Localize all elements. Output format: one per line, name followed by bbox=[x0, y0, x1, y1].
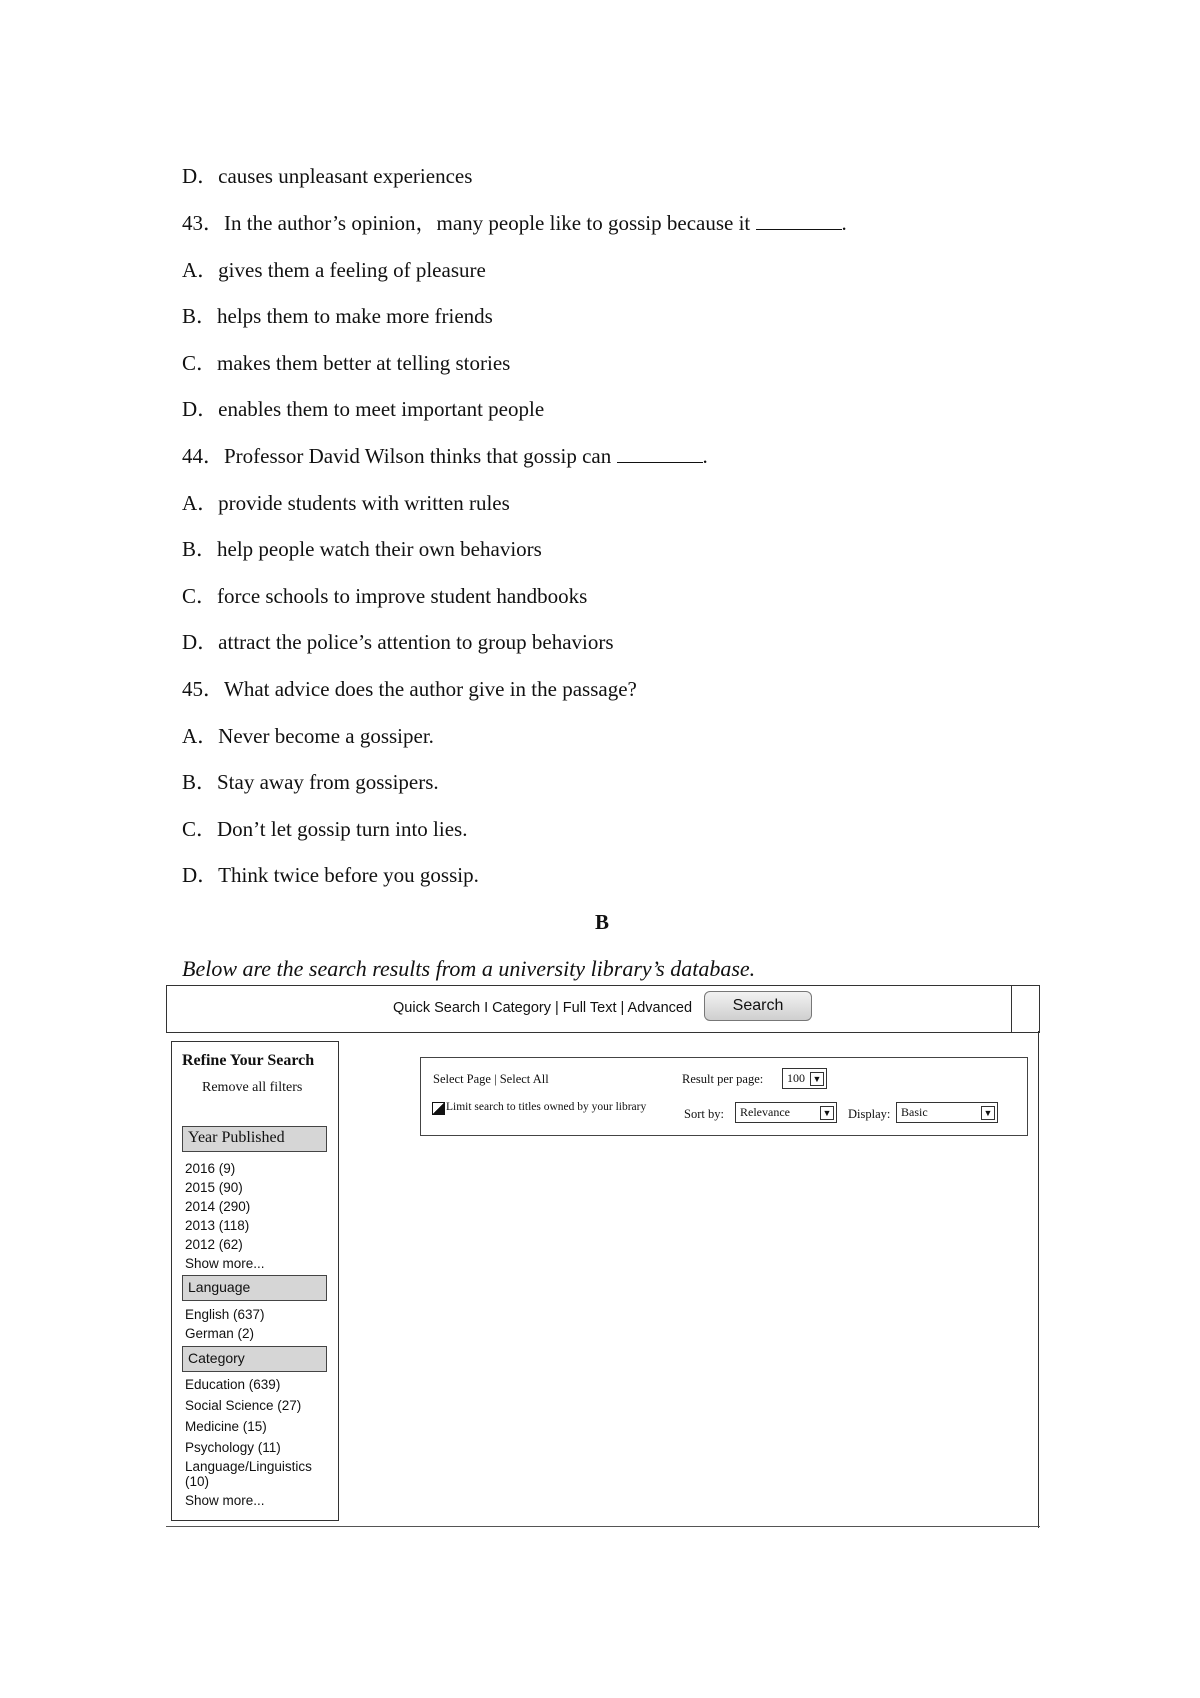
result-per-page-value: 100 bbox=[787, 1071, 805, 1085]
question-45: 45．What advice does the author give in the passage? bbox=[182, 677, 637, 701]
answer-blank bbox=[617, 444, 703, 463]
sort-by-value: Relevance bbox=[740, 1105, 790, 1119]
chevron-down-icon: ▼ bbox=[810, 1072, 824, 1086]
frame-border bbox=[1038, 1031, 1039, 1528]
display-value: Basic bbox=[901, 1105, 928, 1119]
top-nav[interactable]: Quick Search I Category | Full Text | Advanced bbox=[393, 1000, 693, 1016]
language-filter-item[interactable]: English (637) bbox=[185, 1307, 265, 1322]
search-button[interactable]: Search bbox=[704, 991, 812, 1021]
show-more-categories-link[interactable]: Show more... bbox=[185, 1493, 265, 1508]
question-option: A．Never become a gossiper. bbox=[182, 724, 434, 748]
result-per-page-select[interactable] bbox=[782, 1068, 827, 1089]
results-options-panel bbox=[420, 1057, 1028, 1136]
top-bar bbox=[166, 985, 1040, 1033]
sort-by-select[interactable] bbox=[735, 1102, 837, 1123]
sort-by-label: Sort by: bbox=[684, 1107, 724, 1121]
year-published-header[interactable] bbox=[182, 1126, 327, 1152]
chevron-down-icon: ▼ bbox=[981, 1106, 995, 1120]
question-option: D．causes unpleasant experiences bbox=[182, 164, 473, 188]
language-header-label: Language bbox=[188, 1279, 251, 1295]
year-filter-item[interactable]: 2015 (90) bbox=[185, 1180, 243, 1195]
question-option: B．help people watch their own behaviors bbox=[182, 537, 542, 561]
category-filter-item[interactable]: Psychology (11) bbox=[185, 1440, 281, 1455]
year-filter-item[interactable]: 2013 (118) bbox=[185, 1218, 250, 1233]
year-header-label: Year Published bbox=[188, 1129, 285, 1146]
year-filter-item[interactable]: 2016 (9) bbox=[185, 1161, 236, 1176]
section-label: B bbox=[595, 910, 610, 934]
library-database-screenshot bbox=[166, 985, 1040, 1528]
chevron-down-icon: ▼ bbox=[820, 1106, 834, 1120]
question-option: D．Think twice before you gossip. bbox=[182, 863, 479, 887]
top-bar-divider bbox=[1011, 986, 1012, 1032]
answer-blank bbox=[756, 211, 842, 230]
year-filter-item[interactable]: 2012 (62) bbox=[185, 1237, 243, 1252]
category-filter-item[interactable]: Medicine (15) bbox=[185, 1419, 267, 1434]
question-option: C．force schools to improve student handbooks bbox=[182, 584, 588, 608]
select-page-all-links[interactable]: Select Page | Select All bbox=[433, 1072, 549, 1086]
display-label: Display: bbox=[848, 1107, 891, 1121]
question-43: 43．In the author’s opinion，many people like to gossip because it . bbox=[182, 211, 847, 235]
question-option: A．provide students with written rules bbox=[182, 491, 510, 515]
category-filter-item[interactable]: Social Science (27) bbox=[185, 1398, 302, 1413]
category-filter-item[interactable]: Language/Linguistics (10) bbox=[185, 1459, 312, 1489]
limit-search-label: Limit search to titles owned by your library bbox=[446, 1101, 647, 1113]
frame-border bbox=[166, 1526, 1040, 1527]
category-filter-item[interactable]: Education (639) bbox=[185, 1377, 281, 1392]
limit-search-checkbox[interactable] bbox=[432, 1102, 445, 1115]
language-header[interactable] bbox=[182, 1275, 327, 1301]
question-option: C．Don’t let gossip turn into lies. bbox=[182, 817, 468, 841]
question-44-text: 44．Professor David Wilson thinks that gossip can bbox=[182, 444, 612, 468]
question-option: B．helps them to make more friends bbox=[182, 304, 493, 328]
language-filter-item[interactable]: German (2) bbox=[185, 1326, 255, 1341]
category-header-label: Category bbox=[188, 1350, 245, 1366]
year-filter-item[interactable]: 2014 (290) bbox=[185, 1199, 251, 1214]
question-option: D．attract the police’s attention to group behaviors bbox=[182, 630, 614, 654]
display-select[interactable] bbox=[896, 1102, 998, 1123]
refine-sidebar bbox=[171, 1041, 339, 1521]
refine-title: Refine Your Search bbox=[182, 1052, 315, 1069]
question-option: D．enables them to meet important people bbox=[182, 397, 545, 421]
section-intro: Below are the search results from a university library’s database. bbox=[182, 956, 756, 981]
question-44: 44．Professor David Wilson thinks that gossip can . bbox=[182, 444, 708, 468]
category-header[interactable] bbox=[182, 1346, 327, 1372]
question-option: B．Stay away from gossipers. bbox=[182, 770, 439, 794]
result-per-page-label: Result per page: bbox=[682, 1072, 764, 1086]
question-43-text: 43．In the author’s opinion，many people like to gossip because it bbox=[182, 211, 751, 235]
remove-filters-link[interactable]: Remove all filters bbox=[202, 1080, 303, 1095]
question-option: A．gives them a feeling of pleasure bbox=[182, 258, 486, 282]
question-option: C．makes them better at telling stories bbox=[182, 351, 511, 375]
show-more-years-link[interactable]: Show more... bbox=[185, 1256, 265, 1271]
